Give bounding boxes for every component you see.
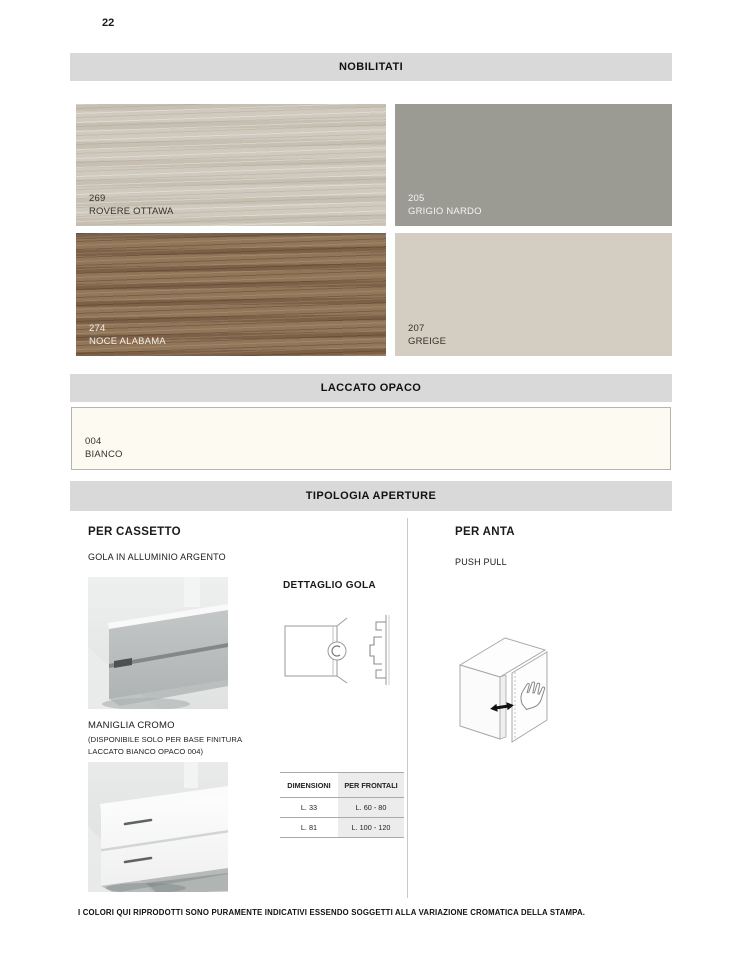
- swatch-label: 205 GRIGIO NARDO: [408, 193, 482, 217]
- table-header-dimensioni: DIMENSIONI: [280, 773, 338, 798]
- table-row: [280, 798, 404, 818]
- swatch-label: 269 ROVERE OTTAWA: [89, 193, 174, 217]
- column-divider: [407, 518, 408, 898]
- swatch-label: 004 BIANCO: [85, 436, 123, 460]
- maniglia-variant-label: MANIGLIA CROMO: [88, 720, 175, 731]
- maniglia-drawer-photo: [88, 762, 228, 892]
- gola-drawer-photo: [88, 577, 228, 709]
- table-cell: L. 100 - 120: [338, 818, 404, 838]
- table-row: [280, 818, 404, 838]
- swatch-noce-alabama: [76, 233, 386, 356]
- gola-front-drawing: [281, 616, 353, 684]
- maniglia-note-line1: (DISPONIBILE SOLO PER BASE FINITURA: [88, 735, 243, 744]
- gola-variant-label: GOLA IN ALLUMINIO ARGENTO: [88, 552, 226, 562]
- page-number: 22: [102, 17, 115, 29]
- swatch-greige: [395, 233, 672, 356]
- table-cell: L. 81: [280, 818, 338, 838]
- per-anta-heading: PER ANTA: [455, 526, 515, 538]
- section-header-laccato-opaco: LACCATO OPACO: [70, 374, 672, 402]
- dimensioni-table: [280, 772, 404, 838]
- section-header-nobilitati: NOBILITATI: [70, 53, 672, 81]
- swatch-bianco: [71, 407, 671, 470]
- section-header-tipologia-aperture: TIPOLOGIA APERTURE: [70, 481, 672, 511]
- table-cell: L. 33: [280, 798, 338, 818]
- table-header-per-frontali: PER FRONTALI: [338, 773, 404, 798]
- swatch-label: 274 NOCE ALABAMA: [89, 323, 166, 347]
- maniglia-note-line2: LACCATO BIANCO OPACO 004): [88, 747, 204, 756]
- push-pull-cabinet-drawing: [448, 625, 558, 743]
- gola-profile-drawing: [362, 613, 392, 687]
- dettaglio-gola-heading: DETTAGLIO GOLA: [283, 580, 376, 591]
- per-cassetto-heading: PER CASSETTO: [88, 526, 181, 538]
- swatch-label: 207 GREIGE: [408, 323, 447, 347]
- swatch-grigio-nardo: [395, 104, 672, 226]
- footer-disclaimer: I COLORI QUI RIPRODOTTI SONO PURAMENTE INDICATIVI ESSENDO SOGGETTI ALLA VARIAZIONE CROMATICA DELLA STAMPA.: [78, 908, 586, 917]
- swatch-rovere-ottawa: [76, 104, 386, 226]
- table-cell: L. 60 - 80: [338, 798, 404, 818]
- push-pull-label: PUSH PULL: [455, 557, 507, 567]
